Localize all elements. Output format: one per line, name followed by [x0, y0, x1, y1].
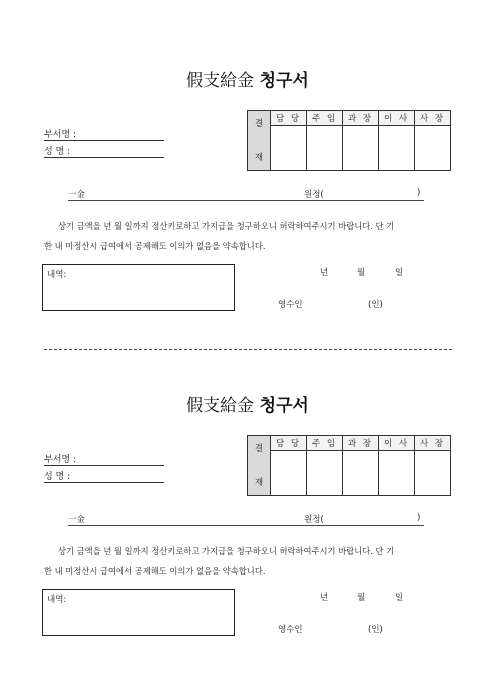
title-hanja: 假支給金	[186, 71, 255, 91]
name-underline	[44, 157, 164, 158]
name-field[interactable]	[44, 469, 70, 482]
amount-underline	[68, 200, 424, 201]
seal-label: (인)	[368, 300, 383, 310]
approval-sign-chief[interactable]	[307, 451, 343, 496]
title-hanja: 假支給金	[186, 396, 255, 416]
date-day: 일	[395, 268, 404, 278]
approval-header-manager: 과 장	[343, 436, 379, 451]
date-month: 월	[357, 593, 366, 603]
amount-won-label: 원정(	[304, 515, 324, 525]
approval-side-label: 결 재	[248, 111, 271, 171]
body-text	[44, 541, 464, 581]
date-month: 월	[357, 268, 366, 278]
name-label: 성 명 :	[44, 472, 71, 482]
amount-row[interactable]	[68, 513, 424, 525]
approval-sign-director[interactable]	[379, 126, 415, 171]
dept-field[interactable]	[44, 452, 76, 465]
detail-label: 내역:	[47, 595, 67, 605]
claim-form-bottom	[0, 325, 495, 655]
amount-won-label: 원정(	[304, 190, 324, 200]
seal-label: (인)	[368, 625, 383, 635]
name-label: 성 명 :	[44, 147, 71, 157]
amount-prefix: 一金	[68, 190, 86, 200]
approval-sign-manager[interactable]	[343, 126, 379, 171]
approval-sign-staff[interactable]	[271, 451, 307, 496]
approval-header-president: 사 장	[415, 436, 451, 451]
approval-header-director: 이 사	[379, 436, 415, 451]
receiver-label: 영수인	[278, 625, 303, 635]
date-year: 년	[320, 593, 329, 603]
approval-header-staff: 담 당	[271, 111, 307, 126]
approval-header-director: 이 사	[379, 111, 415, 126]
approval-table	[247, 110, 451, 171]
name-field[interactable]	[44, 144, 70, 157]
approval-header-staff: 담 당	[271, 436, 307, 451]
body-line-2: 한 내 미정산시 급여에서 공제해도 이의가 없음을 약속합니다.	[44, 241, 266, 251]
title-hangul: 청구서	[259, 396, 309, 416]
form-title	[0, 391, 495, 416]
approval-sign-president[interactable]	[415, 126, 451, 171]
approval-table	[247, 435, 451, 496]
approval-side-label: 결 재	[248, 436, 271, 496]
claim-form-top	[0, 0, 495, 330]
amount-row[interactable]	[68, 188, 424, 200]
approval-sign-manager[interactable]	[343, 451, 379, 496]
approval-sign-director[interactable]	[379, 451, 415, 496]
approval-header-chief: 주 임	[307, 436, 343, 451]
approval-sign-staff[interactable]	[271, 126, 307, 171]
detail-box[interactable]	[42, 264, 235, 311]
dept-underline	[44, 465, 164, 466]
body-line-2: 한 내 미정산시 급여에서 공제해도 이의가 없음을 약속합니다.	[44, 566, 266, 576]
approval-header-chief: 주 임	[307, 111, 343, 126]
amount-underline	[68, 525, 424, 526]
dept-field[interactable]	[44, 127, 76, 140]
detail-box[interactable]	[42, 589, 235, 636]
amount-close-paren: )	[417, 513, 421, 523]
dept-underline	[44, 140, 164, 141]
receiver-label: 영수인	[278, 300, 303, 310]
amount-close-paren: )	[417, 188, 421, 198]
title-hangul: 청구서	[259, 71, 309, 91]
approval-sign-president[interactable]	[415, 451, 451, 496]
approval-header-manager: 과 장	[343, 111, 379, 126]
name-underline	[44, 482, 164, 483]
body-line-1: 상기 금액을 년 월 일까지 정산키로하고 가지급을 청구하오니 허락하여주시기 바랍니다. 단 기	[58, 221, 395, 231]
dept-label: 부서명 :	[44, 130, 76, 140]
date-day: 일	[395, 593, 404, 603]
detail-label: 내역:	[47, 270, 67, 280]
body-text	[44, 216, 464, 256]
approval-sign-chief[interactable]	[307, 126, 343, 171]
form-title	[0, 66, 495, 91]
amount-prefix: 一金	[68, 515, 86, 525]
approval-header-president: 사 장	[415, 111, 451, 126]
body-line-1: 상기 금액을 년 월 일까지 정산키로하고 가지급을 청구하오니 허락하여주시기 바랍니다. 단 기	[58, 546, 395, 556]
dept-label: 부서명 :	[44, 455, 76, 465]
date-year: 년	[320, 268, 329, 278]
